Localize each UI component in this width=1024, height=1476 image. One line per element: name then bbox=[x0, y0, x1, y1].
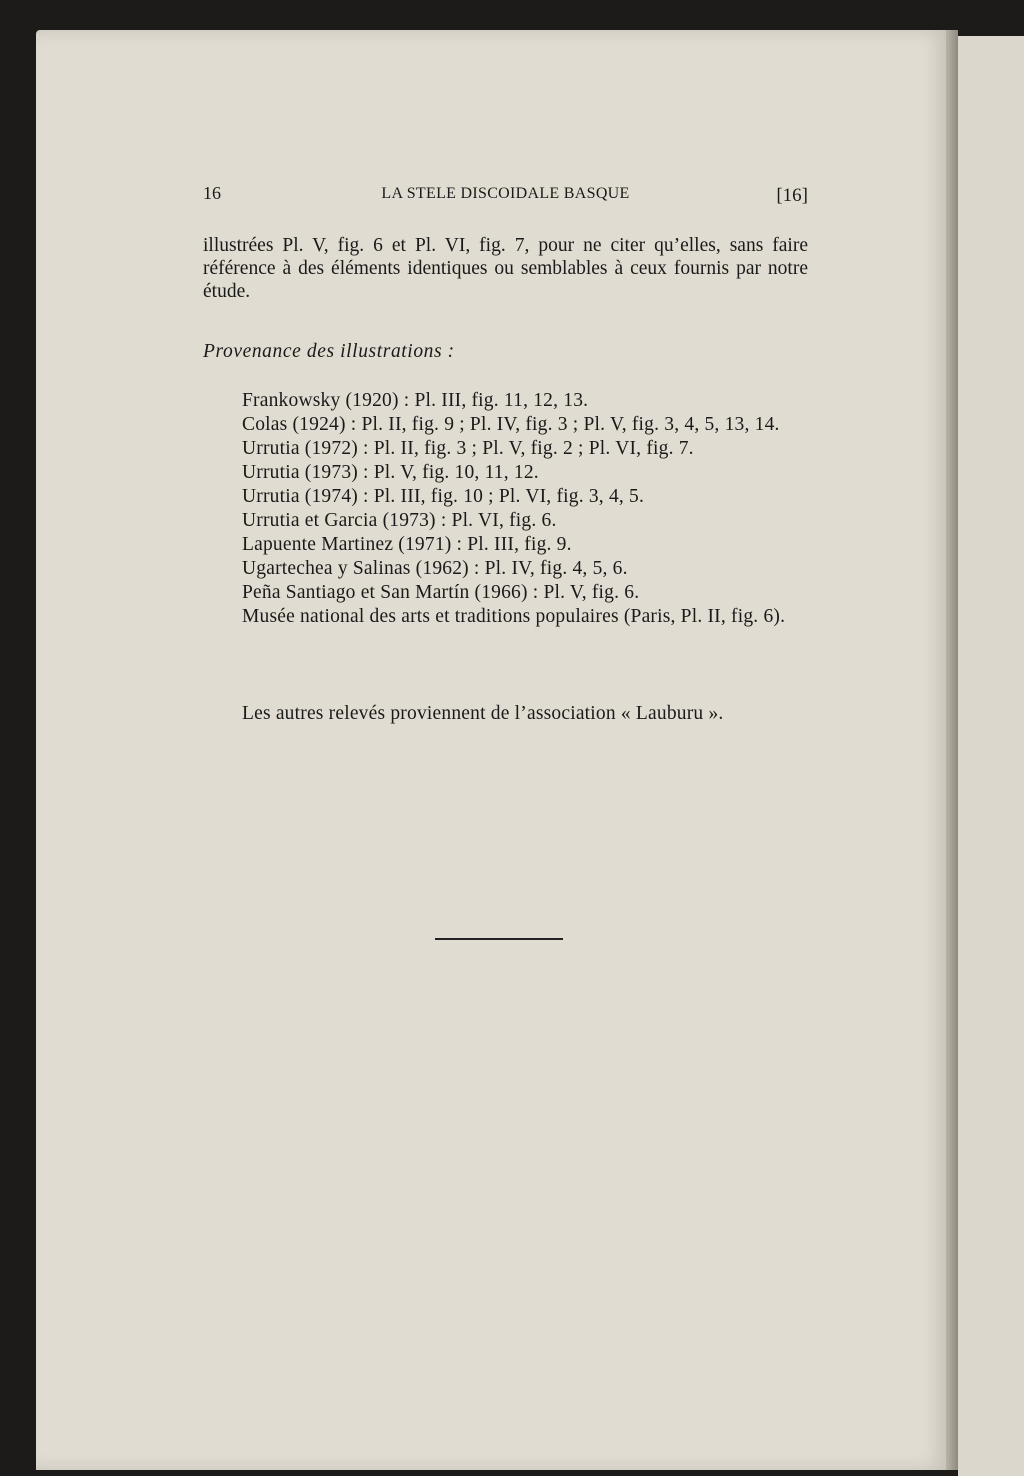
running-header bbox=[203, 183, 808, 207]
list-item: Frankowsky (1920) : Pl. III, fig. 11, 12, 13. bbox=[242, 390, 589, 411]
section-heading: Provenance des illustrations : bbox=[203, 341, 455, 362]
list-item: Urrutia (1972) : Pl. II, fig. 3 ; Pl. V, fig. 2 ; Pl. VI, fig. 7. bbox=[242, 438, 694, 459]
closing-note: Les autres relevés proviennent de l’association « Lauburu ». bbox=[242, 703, 724, 724]
list-item: Ugartechea y Salinas (1962) : Pl. IV, fig. 4, 5, 6. bbox=[242, 558, 628, 579]
list-item: Musée national des arts et traditions populaires (Paris, Pl. II, fig. 6). bbox=[242, 606, 786, 627]
sources-list bbox=[203, 389, 808, 629]
list-item: Urrutia (1974) : Pl. III, fig. 10 ; Pl. VI, fig. 3, 4, 5. bbox=[242, 486, 645, 507]
list-item: Urrutia et Garcia (1973) : Pl. VI, fig. 6. bbox=[242, 510, 557, 531]
list-item: Lapuente Martinez (1971) : Pl. III, fig. 9. bbox=[242, 534, 572, 555]
list-item: Urrutia (1973) : Pl. V, fig. 10, 11, 12. bbox=[242, 462, 539, 483]
page-number: 16 bbox=[203, 183, 221, 203]
list-item: Peña Santiago et San Martín (1966) : Pl. V, fig. 6. bbox=[242, 582, 640, 603]
list-item: Colas (1924) : Pl. II, fig. 9 ; Pl. IV, fig. 3 ; Pl. V, fig. 3, 4, 5, 13, 14. bbox=[242, 414, 780, 435]
book-gutter bbox=[946, 30, 958, 1470]
facing-page-edge bbox=[958, 36, 1024, 1476]
body-paragraph: illustrées Pl. V, fig. 6 et Pl. VI, fig. 7, pour ne citer qu’elles, sans faire référence à des éléments identiques ou semblables à ceux fournis par notre étude. bbox=[203, 235, 808, 302]
section-divider bbox=[435, 938, 563, 940]
running-title: LA STELE DISCOIDALE BASQUE bbox=[381, 185, 630, 202]
bracket-page-number: [16] bbox=[776, 185, 808, 206]
